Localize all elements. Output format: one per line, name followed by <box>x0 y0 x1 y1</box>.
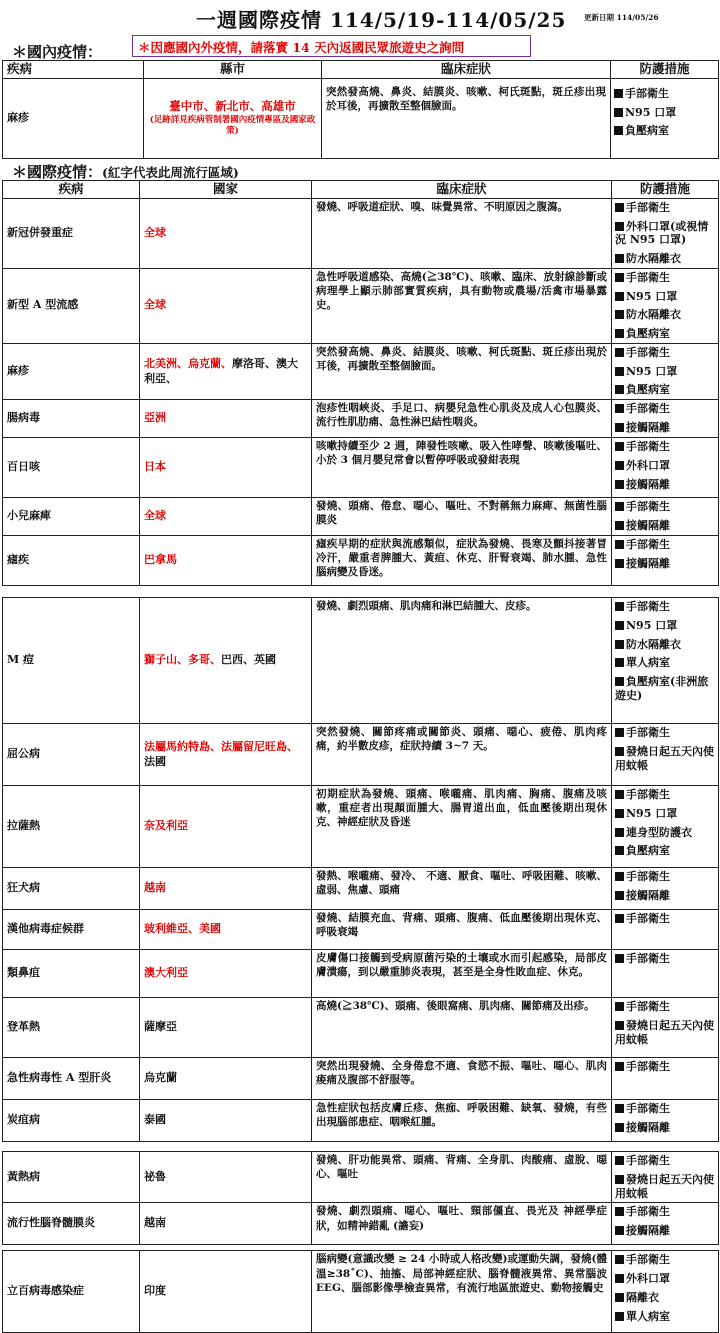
country-cell <box>140 1152 312 1203</box>
measure-item <box>615 912 715 926</box>
measure-item <box>614 124 715 138</box>
international-label: ＊國際疫情： <box>12 163 103 181</box>
symptom-cell: 初期症狀為發燒、頭痛、喉嚨痛、肌肉痛、胸痛、腹痛及咳嗽，重症者出現顏面腫大、腸胃道出血，低血壓後期出現休克、神經症狀及昏迷 <box>312 786 612 868</box>
country-name: 北美洲、烏克蘭、 <box>144 356 232 370</box>
measure-item <box>615 271 715 285</box>
measure-item <box>615 638 715 652</box>
measure-label: 單人病室 <box>626 656 670 670</box>
measure-item <box>615 440 715 454</box>
measures-cell <box>612 724 719 786</box>
table-row <box>3 198 719 268</box>
square-bullet-icon <box>615 790 624 799</box>
measure-item <box>615 252 715 266</box>
measure-label: 手部衛生 <box>626 726 670 740</box>
disease-cell: 炭疽病 <box>3 1100 140 1142</box>
table-row <box>3 498 719 536</box>
domestic-section-label: ＊國內疫情： <box>12 43 103 61</box>
square-bullet-icon <box>615 329 624 338</box>
square-bullet-icon <box>615 1207 624 1216</box>
square-bullet-icon <box>615 423 624 432</box>
international-table <box>2 180 719 1333</box>
square-bullet-icon <box>615 385 624 394</box>
table-row <box>3 438 719 498</box>
measure-label: 手部衛生 <box>626 788 670 802</box>
symptom-cell: 發熱、喉嚨痛、發冷、 不適、厭食、嘔吐、呼吸困難、咳嗽、虛弱、焦慮、頭痛 <box>312 868 612 910</box>
measure-label: 接觸隔離 <box>626 888 670 902</box>
square-bullet-icon <box>615 1156 624 1165</box>
table-row <box>3 786 719 868</box>
square-bullet-icon <box>615 1104 624 1113</box>
disease-cell: 麻疹 <box>3 343 140 399</box>
table-row <box>3 268 719 343</box>
measure-item <box>615 1310 715 1324</box>
country-cell <box>140 268 312 343</box>
square-bullet-icon <box>615 1123 624 1132</box>
country-name: 印度 <box>144 1284 166 1298</box>
square-bullet-icon <box>615 747 624 756</box>
measure-label: 手部衛生 <box>626 600 670 614</box>
county-list: 臺中市、新北市、高雄市 <box>169 99 296 114</box>
square-bullet-icon <box>615 1175 624 1184</box>
square-bullet-icon <box>615 872 624 881</box>
domestic-row <box>3 78 719 158</box>
table-row <box>3 1100 719 1142</box>
measure-item <box>615 402 715 416</box>
table-row <box>3 724 719 786</box>
county-note: (足跡詳見疾病管制署國內疫情專區及國家政策) <box>149 114 316 137</box>
square-bullet-icon <box>615 461 624 470</box>
square-bullet-icon <box>615 677 624 686</box>
country-name: 玻利維亞、美國 <box>144 922 221 936</box>
measure-item <box>615 807 715 821</box>
measure-item <box>615 952 715 966</box>
domestic-table <box>2 60 719 159</box>
col-header-country: 國家 <box>140 181 312 199</box>
county-cell <box>144 78 322 158</box>
measure-item <box>615 1000 715 1014</box>
country-cell <box>140 400 312 438</box>
square-bullet-icon <box>614 108 623 117</box>
measure-item <box>615 201 715 215</box>
measure-label: 發燒日起五天內使用蚊帳 <box>615 1172 714 1200</box>
measure-label: 手部衛生 <box>626 500 670 514</box>
table-row <box>3 910 719 950</box>
measure-label: 手部衛生 <box>626 870 670 884</box>
square-bullet-icon <box>615 348 624 357</box>
square-bullet-icon <box>615 1274 624 1283</box>
measure-item <box>615 1060 715 1074</box>
measure-label: 防水隔離衣 <box>626 252 681 266</box>
measures-cell <box>612 868 719 910</box>
country-cell <box>140 1058 312 1100</box>
country-cell <box>140 950 312 998</box>
symptom-cell: 高燒(≧38℃)、頭痛、後眼窩痛、肌肉痛、關節痛及出疹。 <box>312 998 612 1058</box>
country-name: 獅子山、多哥、 <box>144 653 221 667</box>
country-cell <box>140 786 312 868</box>
measure-label: 負壓病室 <box>626 327 670 341</box>
table-row <box>3 1203 719 1245</box>
measure-label: 外科口罩(或視情況 N95 口罩) <box>615 219 709 247</box>
disease-cell: 登革熱 <box>3 998 140 1058</box>
header <box>0 0 720 32</box>
measure-item <box>615 675 715 703</box>
square-bullet-icon <box>615 954 624 963</box>
table-row <box>3 343 719 399</box>
measure-label: 隔離衣 <box>626 1290 659 1304</box>
measure-label: N95 口罩 <box>626 289 678 303</box>
country-cell <box>140 498 312 536</box>
country-cell <box>140 1251 312 1333</box>
measures-cell <box>612 498 719 536</box>
measures-cell <box>612 536 719 586</box>
measure-item <box>615 600 715 614</box>
measure-item <box>615 1272 715 1286</box>
measure-label: 單人病室 <box>626 1309 670 1323</box>
square-bullet-icon <box>615 846 624 855</box>
square-bullet-icon <box>615 728 624 737</box>
symptom-cell: 咳嗽持續至少 2 週，陣發性咳嗽、吸入性哮聲、咳嗽後嘔吐、小於 3 個月嬰兒常會以暫停呼吸或發紺表現 <box>312 438 612 498</box>
measure-item <box>615 889 715 903</box>
country-name: 法屬馬約特島、法屬留尼旺島、 <box>144 739 298 753</box>
square-bullet-icon <box>615 602 624 611</box>
disease-cell: 狂犬病 <box>3 868 140 910</box>
disease-cell: 新型 A 型流感 <box>3 268 140 343</box>
square-bullet-icon <box>615 621 624 630</box>
disease-cell: 流行性腦脊髓膜炎 <box>3 1203 140 1245</box>
row-spacer <box>3 1142 719 1152</box>
measure-label: 外科口罩 <box>626 1272 670 1286</box>
country-cell <box>140 724 312 786</box>
symptom-cell: 瘧疾早期的症狀與流感類似，症狀為發燒、畏寒及顫抖接著冒冷汗，嚴重者脾腫大、黃疸、休克、肝腎衰竭、肺水腫、急性腦病變及昏迷。 <box>312 536 612 586</box>
measure-item <box>615 478 715 492</box>
country-name: 日本 <box>144 460 166 474</box>
measures-cell <box>612 400 719 438</box>
square-bullet-icon <box>615 658 624 667</box>
measure-item <box>615 308 715 322</box>
measure-label: 接觸隔離 <box>626 1120 670 1134</box>
square-bullet-icon <box>615 891 624 900</box>
measures-cell <box>612 198 719 268</box>
table-row <box>3 868 719 910</box>
square-bullet-icon <box>615 502 624 511</box>
country-cell <box>140 1203 312 1245</box>
country-cell <box>140 598 312 724</box>
row-spacer <box>3 586 719 598</box>
update-date: 更新日期 114/05/26 <box>584 13 659 22</box>
square-bullet-icon <box>615 1226 624 1235</box>
square-bullet-icon <box>615 1312 624 1321</box>
measure-label: 外科口罩 <box>626 458 670 472</box>
country-cell <box>140 998 312 1058</box>
measures-cell <box>612 438 719 498</box>
symptom-cell: 急性呼吸道感染、高燒(≧38℃)、咳嗽、臨床、放射線診斷或病理學上顯示肺部實質疾病，具有動物或農場/活禽市場暴露史。 <box>312 268 612 343</box>
country-cell <box>140 1100 312 1142</box>
measures-cell <box>612 598 719 724</box>
symptom-cell: 急性症狀包括皮膚丘疹、焦痂、呼吸困難、缺氧、發燒，有些出現腦部患症、咽喉紅腫。 <box>312 1100 612 1142</box>
square-bullet-icon <box>615 559 624 568</box>
country-name: 奈及利亞 <box>144 819 188 833</box>
disease-cell: 屈公病 <box>3 724 140 786</box>
col-header-disease: 疾病 <box>3 181 140 199</box>
country-name: 越南 <box>144 1216 166 1230</box>
symptom-cell: 皮膚傷口接觸到受病原菌污染的土壤或水而引起感染，局部皮膚潰瘍，到以嚴重肺炎表現，甚至是全身性敗血症、休克。 <box>312 950 612 998</box>
square-bullet-icon <box>615 1255 624 1264</box>
measure-label: 手部衛生 <box>626 1205 670 1219</box>
measure-label: 手部衛生 <box>626 1060 670 1074</box>
square-bullet-icon <box>615 809 624 818</box>
symptom-cell: 發燒、結膜充血、背痛、頭痛、腹痛、低血壓後期出現休克、呼吸衰竭 <box>312 910 612 950</box>
measure-label: 手部衛生 <box>626 1253 670 1267</box>
square-bullet-icon <box>615 203 624 212</box>
measure-item <box>615 726 715 740</box>
measure-label: 手部衛生 <box>626 402 670 416</box>
symptom-cell: 發燒、頭痛、倦怠、噁心、嘔吐、不對稱無力麻痺、無菌性腦膜炎 <box>312 498 612 536</box>
square-bullet-icon <box>615 828 624 837</box>
measures-cell <box>612 1203 719 1245</box>
measure-label: 接觸隔離 <box>626 556 670 570</box>
measure-item <box>615 220 715 248</box>
measure-label: 發燒日起五天內使用蚊帳 <box>615 744 714 772</box>
square-bullet-icon <box>615 367 624 376</box>
country-name: 烏克蘭 <box>144 1071 177 1085</box>
measure-label: 接觸隔離 <box>626 477 670 491</box>
measure-item <box>615 1291 715 1305</box>
col-header-measures: 防護措施 <box>612 181 719 199</box>
disease-cell: 腸病毒 <box>3 400 140 438</box>
square-bullet-icon <box>615 222 624 231</box>
measure-label: 手部衛生 <box>626 345 670 359</box>
measure-label: N95 口罩 <box>625 105 677 119</box>
measure-item <box>615 538 715 552</box>
measure-label: 負壓病室(非洲旅遊史) <box>615 675 709 702</box>
measure-label: 手部衛生 <box>626 440 670 454</box>
measure-label: 手部衛生 <box>625 86 669 100</box>
country-name: 法國 <box>144 754 166 768</box>
country-name: 薩摩亞 <box>144 1020 177 1034</box>
table-row <box>3 1058 719 1100</box>
measure-label: 防水隔離衣 <box>626 308 681 322</box>
international-table-body <box>3 198 719 1333</box>
measure-item <box>615 365 715 379</box>
disease-cell: M 痘 <box>3 598 140 724</box>
measure-item <box>615 346 715 360</box>
page-title: 一週國際疫情 114/5/19-114/05/25 <box>196 8 567 32</box>
symptom-cell: 發燒、肝功能異常、頭痛、背痛、全身肌、肉酸痛、虛脫、噁心、嘔吐 <box>312 1152 612 1203</box>
country-cell <box>140 198 312 268</box>
measure-label: 手部衛生 <box>626 1154 670 1168</box>
measure-item <box>615 1019 715 1047</box>
measures-cell <box>612 343 719 399</box>
col-header-symptoms: 臨床症狀 <box>322 61 611 79</box>
measure-label: 防水隔離衣 <box>626 637 681 651</box>
country-cell <box>140 343 312 399</box>
country-cell <box>140 868 312 910</box>
measure-item <box>615 826 715 840</box>
country-cell <box>140 910 312 950</box>
square-bullet-icon <box>615 273 624 282</box>
table-row <box>3 598 719 724</box>
measure-label: 負壓病室 <box>625 124 669 138</box>
symptom-cell: 泡疹性咽峽炎、手足口、病嬰兒急性心肌炎及成人心包膜炎、流行性肌肋痛、急性淋巴結性咽炎。 <box>312 400 612 438</box>
measures-cell <box>612 1152 719 1203</box>
table-row <box>3 1152 719 1203</box>
square-bullet-icon <box>615 292 624 301</box>
country-name: 全球 <box>144 298 166 312</box>
measures-cell <box>612 268 719 343</box>
measure-label: 手部衛生 <box>626 1000 670 1014</box>
disease-cell: 新冠併發重症 <box>3 198 140 268</box>
measure-item <box>615 788 715 802</box>
measure-label: 發燒日起五天內使用蚊帳 <box>615 1018 714 1046</box>
measure-label: 接觸隔離 <box>626 1224 670 1238</box>
country-cell <box>140 536 312 586</box>
symptom-cell: 發燒、劇烈頭痛、噁心、嘔吐、頸部僵直、畏光及 神經學症狀，如精神錯亂 (譫妄) <box>312 1203 612 1245</box>
measure-item <box>615 1173 715 1201</box>
disease-cell: 瘧疾 <box>3 536 140 586</box>
measures-cell <box>612 1058 719 1100</box>
square-bullet-icon <box>615 442 624 451</box>
domestic-header-row <box>3 61 719 79</box>
measure-item <box>615 656 715 670</box>
international-sub-label: (紅字代表此周流行區域) <box>102 165 239 180</box>
square-bullet-icon <box>615 404 624 413</box>
square-bullet-icon <box>615 521 624 530</box>
country-name: 亞洲 <box>144 411 166 425</box>
measure-label: 手部衛生 <box>626 538 670 552</box>
measure-item <box>615 1154 715 1168</box>
country-cell <box>140 438 312 498</box>
disease-cell: 百日咳 <box>3 438 140 498</box>
measure-item <box>614 87 715 101</box>
country-name: 全球 <box>144 225 166 239</box>
symptom-cell: 突然發高燒、鼻炎、結膜炎、咳嗽、柯氏斑點，斑丘疹出現於耳後，再擴散至整個臉面。 <box>322 78 611 158</box>
col-header-measures: 防護措施 <box>611 61 719 79</box>
col-header-county: 縣市 <box>144 61 322 79</box>
measure-label: 連身型防護衣 <box>626 825 692 839</box>
measure-item <box>615 1205 715 1219</box>
square-bullet-icon <box>615 1021 624 1030</box>
measure-item <box>615 500 715 514</box>
measure-item <box>615 519 715 533</box>
measure-item <box>615 844 715 858</box>
measure-item <box>615 745 715 773</box>
measure-label: 手部衛生 <box>626 200 670 214</box>
table-row <box>3 1251 719 1333</box>
disease-cell: 拉薩熱 <box>3 786 140 868</box>
measure-item <box>615 421 715 435</box>
measures-cell <box>612 1251 719 1333</box>
measure-label: 接觸隔離 <box>626 518 670 532</box>
symptom-cell: 突然出現發燒、全身倦怠不適、食慾不振、嘔吐、噁心、肌肉痠痛及腹部不舒服等。 <box>312 1058 612 1100</box>
table-row <box>3 400 719 438</box>
row-spacer-cell <box>3 1142 719 1152</box>
measures-cell <box>612 910 719 950</box>
square-bullet-icon <box>615 254 624 263</box>
notice-box: ＊因應國內外疫情，請落實 14 天內返國民眾旅遊史之詢問 <box>132 35 531 57</box>
square-bullet-icon <box>615 540 624 549</box>
disease-cell: 小兒麻痺 <box>3 498 140 536</box>
measure-item <box>615 459 715 473</box>
square-bullet-icon <box>615 914 624 923</box>
table-row <box>3 536 719 586</box>
square-bullet-icon <box>614 89 623 98</box>
measure-label: 手部衛生 <box>626 952 670 966</box>
col-header-symptoms: 臨床症狀 <box>312 181 612 199</box>
measure-item <box>615 1224 715 1238</box>
measure-item <box>615 870 715 884</box>
disease-cell: 立百病毒感染症 <box>3 1251 140 1333</box>
square-bullet-icon <box>614 126 623 135</box>
measures-cell <box>612 1100 719 1142</box>
measure-item <box>615 1121 715 1135</box>
disease-cell: 急性病毒性 A 型肝炎 <box>3 1058 140 1100</box>
measures-cell <box>612 786 719 868</box>
measure-label: 接觸隔離 <box>626 420 670 434</box>
row-spacer-cell <box>3 586 719 598</box>
measure-label: 手部衛生 <box>626 1102 670 1116</box>
square-bullet-icon <box>615 1002 624 1011</box>
international-section-label <box>12 161 239 182</box>
symptom-cell: 發燒、呼吸道症狀、嗅、味覺異常、不明原因之腹瀉。 <box>312 198 612 268</box>
table-row <box>3 950 719 998</box>
square-bullet-icon <box>615 1293 624 1302</box>
measure-label: 負壓病室 <box>626 383 670 397</box>
square-bullet-icon <box>615 640 624 649</box>
measure-item <box>615 1253 715 1267</box>
country-name: 澳大利亞 <box>144 966 188 980</box>
measure-item <box>614 106 715 120</box>
square-bullet-icon <box>615 480 624 489</box>
measure-label: N95 口罩 <box>626 806 678 820</box>
measure-item <box>615 619 715 633</box>
country-name: 摩洛哥、澳大利亞、 <box>144 356 298 385</box>
symptom-cell: 腦病變(意識改變 ≥ 24 小時或人格改變)或運動失調，發燒(體溫≥38˚C)、抽搐、局部神經症狀、腦脊髓液異常、異常腦波 EEG、腦部影像學檢查異常，有流行地區旅遊史、動物接觸史 <box>312 1251 612 1333</box>
measure-label: 手部衛生 <box>626 270 670 284</box>
measure-label: 負壓病室 <box>626 844 670 858</box>
disease-cell: 黃熱病 <box>3 1152 140 1203</box>
country-name: 祕魯 <box>144 1169 166 1183</box>
country-name: 巴西、英國 <box>221 653 276 667</box>
disease-cell: 類鼻疽 <box>3 950 140 998</box>
country-name: 巴拿馬 <box>144 553 177 567</box>
square-bullet-icon <box>615 1062 624 1071</box>
col-header-disease: 疾病 <box>3 61 144 79</box>
measure-label: N95 口罩 <box>626 618 678 632</box>
symptom-cell: 突然發高燒、鼻炎、結膜炎、咳嗽、柯氏斑點、斑丘疹出現於耳後，再擴散至整個臉面。 <box>312 343 612 399</box>
measures-cell <box>611 78 719 158</box>
symptom-cell: 發燒、劇烈頭痛、肌肉痛和淋巴結腫大、皮疹。 <box>312 598 612 724</box>
square-bullet-icon <box>615 310 624 319</box>
table-row <box>3 998 719 1058</box>
country-name: 全球 <box>144 509 166 523</box>
measure-item <box>615 383 715 397</box>
measures-cell <box>612 950 719 998</box>
measures-cell <box>612 998 719 1058</box>
measure-label: 手部衛生 <box>626 912 670 926</box>
disease-cell: 麻疹 <box>3 78 144 158</box>
measure-label: N95 口罩 <box>626 364 678 378</box>
measure-item <box>615 557 715 571</box>
disease-cell: 漢他病毒症候群 <box>3 910 140 950</box>
measure-item <box>615 290 715 304</box>
measure-item <box>615 327 715 341</box>
measure-item <box>615 1102 715 1116</box>
international-header-row <box>3 181 719 199</box>
country-name: 越南 <box>144 881 166 895</box>
symptom-cell: 突然發燒、關節疼痛或關節炎、頭痛、噁心、疲倦、肌肉疼痛，約半數皮疹，症狀持續 3~7 天。 <box>312 724 612 786</box>
country-name: 泰國 <box>144 1113 166 1127</box>
